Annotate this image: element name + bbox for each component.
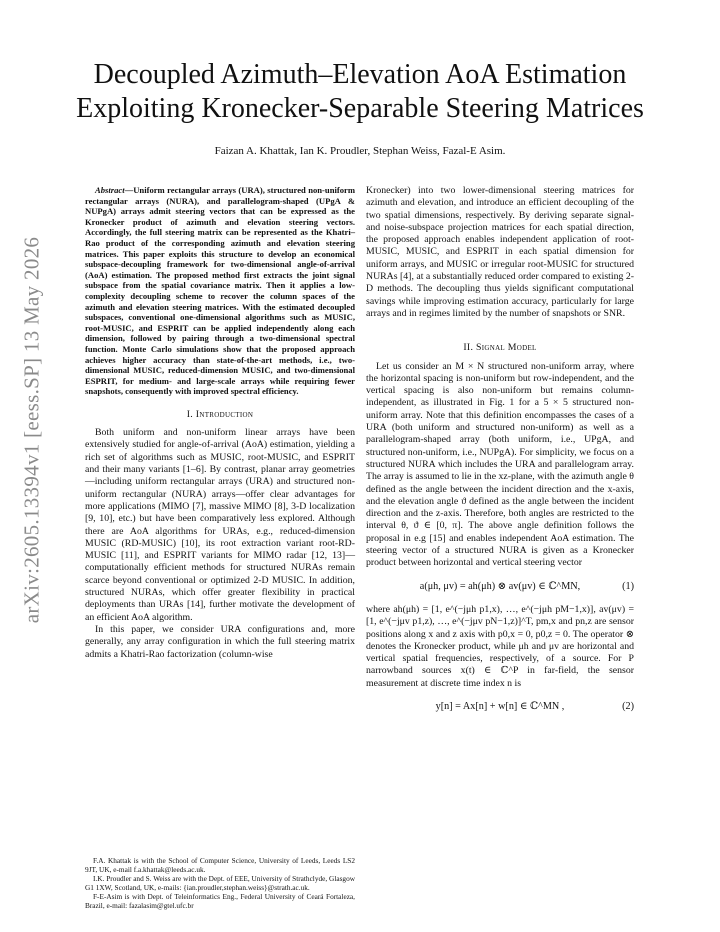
equation-1 bbox=[366, 581, 634, 593]
left-column bbox=[85, 185, 355, 661]
title-line-2: Exploiting Kronecker-Separable Steering Matrices bbox=[76, 93, 644, 124]
equation-2-body: y[n] = Ax[n] + w[n] ∈ ℂ^MN , bbox=[435, 700, 565, 712]
footnotes bbox=[85, 856, 355, 910]
title-line-1: Decoupled Azimuth–Elevation AoA Estimation bbox=[93, 59, 627, 90]
section-heading-signal-model: II. Signal Model bbox=[463, 342, 537, 354]
equation-1-number: (1) bbox=[622, 580, 634, 592]
footnote-affiliation-1: F.A. Khattak is with the School of Computer Science, University of Leeds, Leeds LS2 9JT, UK, e-mail f.a.khattak@leeds.ac.uk. bbox=[85, 856, 355, 874]
signal-model-paragraph-1: Let us consider an M × N structured non-uniform array, where the horizontal spacing is non-uniform but row-independent, and the vertical spacing is also non-uniform but remains column-independent, as illustrated in Fig. 1 for a 5 × 5 structured non-uniform array. Note that this definition encompasses the cases of a URA (both uniform and structured non-uniform) as well as a parallelogram-shaped array (both uniform, i.e., UPgA, and structured non-uniform, i.e., NUPgA). For simplicity, we focus on a structured NURA which includes the URA and parallelogram array. The array is assumed to lie in the xz-plane, with the azimuth angle θ defined as the angle between the incident direction and the x-axis, and the elevation angle ϑ defined as the angle between the incident direction and the z-axis. Therefore, both angles are restricted to the interval θ, ϑ ∈ [0, π]. The above angle definition follows the proposal in e.g [15] and enables independent AoA estimation. The steering vector of a structured NURA is given as a Kronecker product between horizontal and vertical steering vector bbox=[366, 360, 634, 569]
signal-model-paragraph-2: where ah(μh) = [1, e^(−jμh p1,x), …, e^(−jμh pM−1,x)], av(μv) = [1, e^(−jμv p1,z), …, e^(−jμv pN−1,z)]^T, pm,x and pn,z are sensor positions along x and z axis with p0,x = 0, p0,z = 0. The operator ⊗ denotes the Kronecker product, while μh and μv are horizontal and vertical spatial frequencies, respectively, of a source. For P narrowband sources x(t) ∈ ℂ^P in far-field, the sensor measurement at discrete time index n is bbox=[366, 603, 634, 689]
footnote-affiliation-2: I.K. Proudler and S. Weiss are with the Dept. of EEE, University of Strathclyde, Glasgow G1 1XW, Scotland, UK, e-mails: {ian.proudler,stephan.weiss}@strath.ac.uk. bbox=[85, 874, 355, 892]
equation-2-number: (2) bbox=[622, 700, 634, 712]
intro-paragraph-2: In this paper, we consider URA configurations and, more generally, any array configuration in which the full steering matrix admits a Khatri-Rao factorization (column-wise bbox=[85, 623, 355, 660]
abstract-lead: Abstract bbox=[95, 185, 125, 195]
arxiv-id-text: arXiv:2605.13394v1 [eess.SP] 13 May 2026 bbox=[19, 236, 44, 624]
equation-2 bbox=[366, 701, 634, 713]
intro-paragraph-continued: Kronecker) into two lower-dimensional steering matrices for azimuth and elevation, and introduce an efficient decoupling of the two spatial dimensions, respectively. By deriving separate signal- and noise-subspace projection matrices for each spatial direction, the proposed approach enables independent application of root-MUSIC, MUSIC, and ESPRIT in each spatial dimension for uniform arrays, and MUSIC or irregular root-MUSIC for structured NURAs [4], at a substantially reduced order compared to existing 2-D methods. The decoupling thus yields significant computational savings while improving estimation accuracy, particularly for large arrays and in regimes limited by the number of snapshots or SNR. bbox=[366, 185, 634, 319]
right-column bbox=[366, 185, 634, 724]
footnote-affiliation-3: F-E-Asim is with Dept. of Teleinformatics Eng., Federal University of Ceará Fortaleza, Brazil, e-mail: fazalasim@gtel.ufc.br bbox=[85, 892, 355, 910]
paper-title bbox=[60, 58, 660, 126]
equation-1-body: a(μh, μv) = ah(μh) ⊗ av(μv) ∈ ℂ^MN, bbox=[419, 580, 581, 592]
intro-paragraph-1: Both uniform and non-uniform linear arrays have been extensively studied for angle-of-arrival (AoA) estimation, yielding a rich set of algorithms such as MUSIC, root-MUSIC, and ESPRIT and their many variants [1–6]. By contrast, planar array geometries—including uniform rectangular arrays (URA) and structured non-uniform rectangular (NURA) arrays—offer clear advantages for more applications (MIMO [7], massive MIMO [8], 3-D localization [9, 10], etc.) but have been comparatively less explored. Although there are AoA algorithms for URAs, e.g., reduced-dimension MUSIC (RD-MUSIC) [10], its root extraction variant root-RD-MUSIC [11], and ESPRIT variants for MIMO radar [12, 13]—computationally efficient methods for structured NURAs remain scarce beyond conventional or optimized 2-D MUSIC. In addition, structured NURAs, which offer greater flexibility in practical deployments than URAs [14], further motivate the development of an efficient AoA algorithm. bbox=[85, 427, 355, 623]
abstract-body: —Uniform rectangular arrays (URA), structured non-uniform rectangular arrays (NURA), and parallelogram-shaped (UPgA & NUPgA) arrays admit steering vectors that can be expressed as the Kronecker product of azimuth and elevation steering vectors. Accordingly, the full steering matrix can be represented as the Khatri–Rao product of the corresponding azimuth and elevation steering matrices. This paper exploits this structure to develop an economical subspace-decoupling framework for two-dimensional angle-of-arrival (AoA) estimation. The proposed method first extracts the joint signal subspace from the spatial covariance matrix. Then it applies a low-complexity decoupling scheme to recover the column spaces of the azimuth and elevation steering matrices. With the estimated decoupled subspaces, conventional one-dimensional algorithms such as MUSIC, root-MUSIC, and ESPRIT can be applied independently along each dimension, followed by pairing through a two-dimensional spectral function. Monte Carlo simulations show that the proposed approach achieves higher accuracy than state-of-the-art methods, i.e., two-dimensional MUSIC, reduced-dimension MUSIC, and two-dimensional ESPRIT, for medium- and large-scale arrays while requiring fewer snapshots, consequently with improved spectral efficiency. bbox=[85, 185, 355, 397]
author-list: Faizan A. Khattak, Ian K. Proudler, Stephan Weiss, Fazal-E Asim. bbox=[214, 145, 506, 157]
abstract bbox=[85, 185, 355, 397]
section-heading-introduction: I. Introduction bbox=[186, 408, 254, 420]
arxiv-identifier bbox=[2, 170, 62, 690]
